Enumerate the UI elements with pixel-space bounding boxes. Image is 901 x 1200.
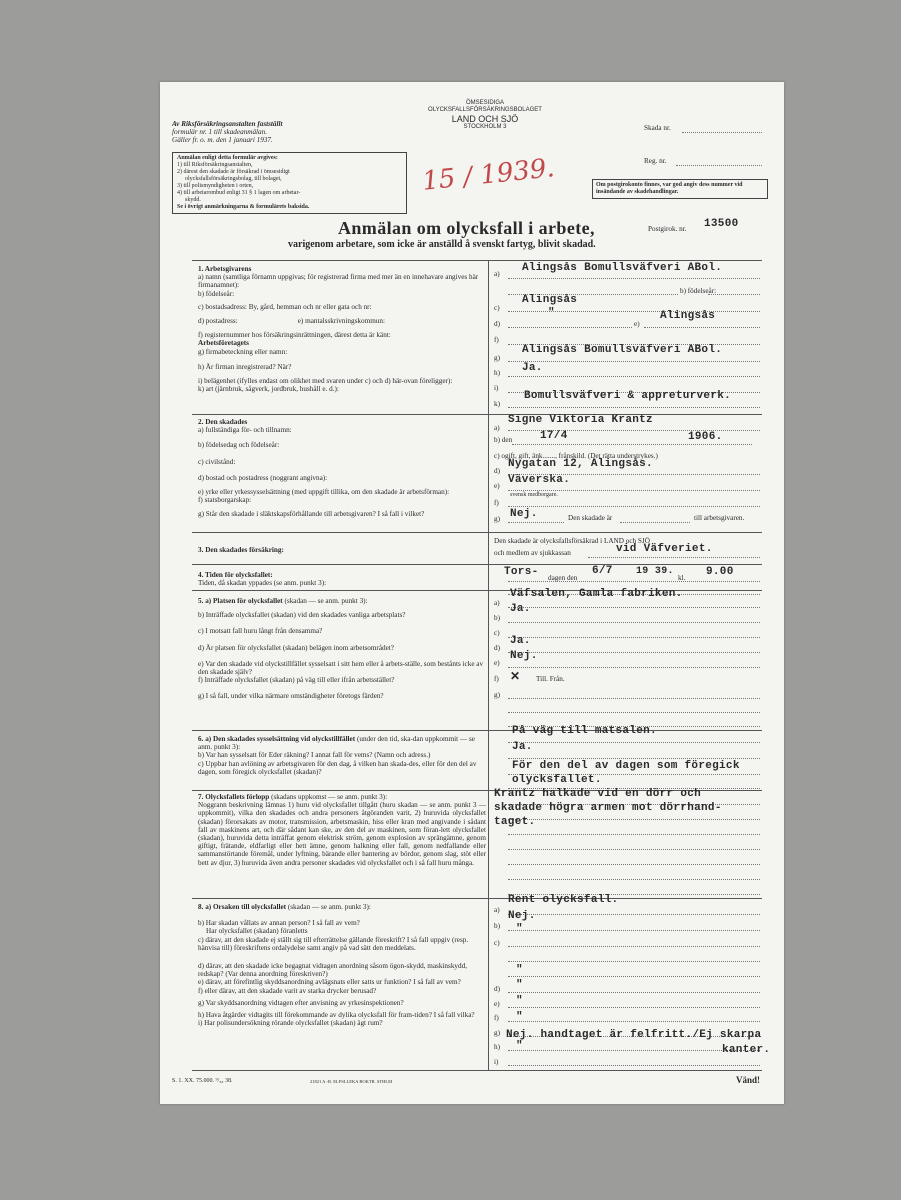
- question-8e: e) därav, att förefintlig skyddsanordning avlägsnats eller satts ur funktion? I så fall av vem?: [198, 978, 461, 987]
- section-heading: 4. Tiden för olycksfallet:: [198, 571, 273, 579]
- answer-1h: Ja.: [522, 362, 543, 374]
- question-6b: b) Var han sysselsatt för Eder räkning? I annat fall för vems? (Namn och adress.): [198, 751, 431, 760]
- question-1k: k) art (järnbruk, sågverk, jordbruk, hushåll e. d.):: [198, 385, 339, 394]
- instruction-line: 2) därest den skadade är försäkrad i ömsesidigt: [177, 169, 290, 175]
- answer-6c-line2: olycksfallet.: [512, 774, 602, 786]
- question-2d: d) bostad och postadress (noggrant angivna):: [198, 473, 328, 482]
- answer-1d: ": [548, 307, 555, 319]
- answer-2a: Signe Viktoria Krantz: [508, 414, 653, 426]
- question-2f: f) statsborgarskap:: [198, 496, 252, 505]
- form-authority-note: [172, 120, 332, 145]
- question-1f: f) registernummer hos försäkringsinrättningen, därest detta är känt:: [198, 331, 391, 340]
- question-5b: b) Inträffade olycksfallet (skadan) vid den skadades vanliga arbetsplats?: [198, 611, 406, 620]
- form-subtitle: varigenom arbetare, som icke är anställd å svenskt fartyg, blivit skadad.: [288, 239, 596, 250]
- civil-status-options: c) ogift, gift, änk......., frånskild. (Det rätta understrykes.): [494, 452, 658, 460]
- question-2e: e) yrke eller yrkessysselsättning (med uppgift tillika, om den skadade är arbetsförman):: [198, 488, 450, 497]
- question-5c: c) I motsatt fall huru långt från densamma?: [198, 627, 323, 636]
- insurer-prefix: ÖMSESIDIGA: [465, 100, 504, 106]
- postgiro-value: 13500: [704, 218, 739, 230]
- question-1i: i) belägenhet (ifylles endast om olikhet med svaren under c) och d) här-ovan föreligger):: [198, 377, 453, 386]
- question-2g: g) Står den skadade i släktskapsförhållande till arbetsgivaren? I så fall i vilket?: [198, 510, 425, 519]
- question-8g: g) Var skyddsanordning vidtagen efter anvisning av yrkesinspektionen?: [198, 998, 404, 1007]
- answer-4-year: 19 39.: [636, 566, 674, 577]
- question-1a: a) namn (samtliga förnamn uppgivas; för registrerad firma med mer än en innehavare angives här firmanamnet):: [198, 273, 479, 290]
- section-4-time: [198, 571, 486, 587]
- section-heading-tail: (skadans uppkomst — se anm. punkt 3):: [271, 793, 388, 801]
- answer-2b-year: 1906.: [688, 431, 723, 443]
- section-heading: 1. Arbetsgivarens: [198, 265, 252, 273]
- section-heading: 8. a) Orsaken till olycksfallet: [198, 903, 287, 911]
- section-heading-tail: (under den tid, ska-dan uppkommit — se anm. punkt 3):: [198, 735, 475, 752]
- insurance-statement: Den skadade är olycksfallsförsäkrad i LAND och SJÖ: [494, 537, 650, 545]
- instruction-line: 1) till Riksförsäkringsanstalten,: [177, 162, 253, 168]
- instruction-line: Anmälan enligt detta formulär avgives:: [177, 155, 278, 161]
- answer-7-line3: taget.: [494, 816, 536, 828]
- sickfund-label: och medlem av sjukkassan: [494, 549, 571, 557]
- section-heading: 5. a) Platsen för olycksfallet: [198, 597, 283, 605]
- relation-suffix: till arbetsgivaren.: [694, 514, 745, 522]
- question-1d: d) postadress:: [198, 317, 238, 326]
- section-5-place: [198, 597, 486, 701]
- question-8d: d) därav, att den skadade icke begagnat vidtagen anordning såsom ögon-skydd, maskinskydd, redskap? (Var denna anordning föreskriven?): [198, 962, 467, 979]
- answer-8b: Nej.: [508, 910, 536, 922]
- question-8h: h) Hava åtgärder vidtagits till förekommande av dylika olycksfall för fram-tiden? I så fall vilka?: [198, 1011, 475, 1020]
- question-1g: g) firmabeteckning eller namn:: [198, 347, 288, 356]
- question-2b: b) födelsedag och födelseår:: [198, 441, 280, 450]
- answer-1g: Alingsås Bomullsväfveri ABol.: [522, 344, 723, 356]
- answer-6a: På väg till matsalen.: [512, 725, 657, 737]
- answer-4-date: 6/7: [592, 565, 613, 577]
- insurer-name: LAND OCH SJÖ: [451, 114, 519, 124]
- section-heading: 6. a) Den skadades sysselsättning vid olyckstillfället: [198, 735, 356, 743]
- day-label: dagen den: [548, 574, 578, 582]
- instruction-line: olycksfallsförsäkringsbolag, till bolaget,: [185, 176, 282, 182]
- answer-8h-line1: Nej. handtaget är felfritt./Ej skarpa: [506, 1029, 762, 1041]
- question-1e: e) mantalsskrivningskommun:: [297, 317, 385, 326]
- answer-5b: Ja.: [510, 603, 531, 615]
- question-5e: e) Var den skadade vid olyckstillfället sysselsatt i sitt hem eller å arbets-ställe, som bestånts icke av den skadade själv?: [198, 659, 484, 677]
- question-8b: b) Har skadan vållats av annan person? I så fall av vem?: [198, 919, 360, 928]
- answer-3: vid Väfveriet.: [616, 543, 713, 555]
- answer-4-day: Tors-: [504, 566, 539, 578]
- answer-1a: Alingsås Bomullsväfveri ABol.: [522, 262, 723, 274]
- question-2a: a) fullständiga för- och tillnamn:: [198, 426, 292, 435]
- question-8f: f) eller därav, att den skadade varit av starka drycker berusad?: [198, 986, 377, 995]
- section-heading: 7. Olycksfallets förlopp: [198, 793, 270, 801]
- answer-6b: Ja.: [512, 741, 533, 753]
- question-2c: c) civilstånd:: [198, 457, 236, 466]
- skada-nr-label: Skada nr.: [644, 124, 671, 132]
- section-8-cause: [198, 903, 486, 1027]
- section-subheading: Arbetsföretagets: [198, 339, 249, 348]
- ditto-8i: ": [516, 1040, 523, 1052]
- answer-1e: Alingsås: [660, 310, 716, 322]
- section-heading: 2. Den skadades: [198, 418, 248, 426]
- section-heading: 3. Den skadades försäkring:: [198, 546, 284, 554]
- handwritten-reference-number: 15 / 1939.: [420, 153, 557, 197]
- authority-line: Av Riksförsäkringsanstalten fastställt: [172, 120, 283, 128]
- ditto-8c: ": [516, 923, 523, 935]
- section-1-employer: [198, 265, 486, 393]
- question-5f: f) Inträffade olycksfallet (skadan) på väg till eller ifrån arbetsstället?: [198, 676, 395, 685]
- answer-5e: Nej.: [510, 650, 538, 662]
- answer-1c: Alingsås: [522, 294, 578, 306]
- birth-date-prefix: b) den: [494, 436, 513, 444]
- section-2-injured: [198, 418, 486, 519]
- section-heading-tail: (skadan — se anm. punkt 3):: [287, 903, 371, 911]
- turn-over-note: Vänd!: [736, 1075, 761, 1085]
- authority-line: formulär nr. 1 till skadeanmälan.: [172, 128, 268, 137]
- answer-4-time: 9.00: [706, 566, 734, 578]
- insurer-type: OLYCKSFALLSFÖRSÄKRINGSBOLAGET: [428, 107, 542, 113]
- question-6c: c) Uppbar han avlöning av arbetsgivaren för den dag, å vilken han skada-des, eller för den del av dagen, som föregick olycksfallet (skadan)?: [198, 759, 477, 776]
- postgiro-label: Postgirok. nr.: [648, 225, 687, 233]
- birth-year-label: b) födelseår:: [680, 287, 717, 295]
- question-7-body: Noggrann beskrivning lämnas 1) huru vid olycksfallet tillgått (huru skadan — se anm. punkt 3 — uppkommit), vilka den skadades och andra personers åtgöranden varit, 2) huruvida olycksfallet (skadan) förorsakats av motor, transmission, arbetsmaskin, hiss eller kran med angivande i sådant fall av maskinens art, och där sådant kan ske, av den del av maskinen, som föran-lett olycksfallet (skadan), huruvida detta inträffat genom elektrisk ström, genom explosion av sprängämne, genom giftigt, frätande, eldfarligt eller hett ämne, genom halkning eller fall, genom nedfallande eller sammanstörtande föremål, under lyftning, bärande eller hantering av bördor, genom slag, stöt eller bett av djur, 3) huruvida även andra personer skadades vid olycksfallet och i så fall huru många.: [198, 801, 486, 867]
- footer-print-code: S. 1. XX. 75.000. ⁹/₃₈ 38.: [172, 1078, 233, 1084]
- postgiro-note-box: Om postgirokonto finnes, var god angiv dess nummer vid insändande av skadehandlingar.: [592, 179, 768, 199]
- question-8c: c) därav, att den skadade ej ställt sig till efterrättelse gällande föreskrift? I så fall uppgiv (resp. hänvisa till) föreskriftens ordalydelse samt angiv på vad sätt den meddelats.: [198, 935, 469, 952]
- question-1c: c) bostadsadress: By, gård, hemman och nr eller gata och nr:: [198, 302, 372, 311]
- question-8b-sub: Har olycksfallet (skadan) föranletts: [206, 927, 308, 936]
- ditto-8d: ": [516, 964, 523, 976]
- answer-7-line2: skadade högra armen mot dörrhand-: [494, 802, 722, 814]
- form-title: Anmälan om olycksfall i arbete,: [338, 218, 595, 238]
- question-5d: d) Är platsen för olycksfallet (skadan) belägen inom arbetsområdet?: [198, 643, 394, 652]
- instruction-line: Se i övrigt anmärkningarna & formulärets baksida.: [177, 204, 310, 210]
- answer-2d: Nygatan 12, Alingsås.: [508, 458, 653, 470]
- section-7-course: [198, 793, 486, 867]
- crossed-out-mark-icon: ✕: [510, 669, 521, 683]
- section-6-occupation: [198, 735, 486, 776]
- instruction-line: skydd.: [185, 197, 201, 203]
- answer-7-line1: Krantz halkade vid en dörr och: [494, 788, 702, 800]
- reg-nr-label: Reg. nr.: [644, 157, 667, 165]
- insurer-header: [400, 100, 570, 131]
- clock-label: kl.: [678, 574, 686, 582]
- relation-prefix: Den skadade är: [568, 514, 613, 522]
- answer-1k: Bomullsväfveri & appreturverk.: [524, 390, 732, 402]
- question-5g: g) I så fall, under vilka närmare omständigheter företogs färden?: [198, 692, 384, 701]
- insurer-city: STOCKHOLM 3: [463, 124, 507, 130]
- section-heading-tail: (skadan — se anm. punkt 3):: [284, 597, 368, 605]
- answer-2g: Nej.: [510, 508, 538, 520]
- answer-5d: Ja.: [510, 635, 531, 647]
- answer-2b-date: 17/4: [540, 430, 568, 442]
- question-1b: b) födelseår:: [198, 289, 235, 298]
- form-sheet: Av Riksförsäkringsanstalten fastställt formulär nr. 1 till skadeanmälan. Gäller fr. o. m. den 1 januari 1937. Anmälan enligt detta formulär avgives: 1) till Riksförsäkringsanstalten, 2) därest den skadade är försäkrad i ömsesidigt olycksfallsförsäkringsbolag, till bolaget, 3) till polismyndigheten i orten, 4) till arbetarombud enligt 31 § 1 lagen om arbetar- skydd. Se i övrigt anmärkningarna & formulärets baksida. ÖMSESIDIGA OLYCKSFALLSFÖRSÄKRINGSBOLAGET LAND OCH SJÖ STOCKHOLM 3 15 / 1939. Skada nr. Reg. nr. Om postgirokonto finnes, var god angiv dess nummer vid insändande av skadehandlingar. Anmälan om olycksfall i arbete, Postgirok. nr. 13500 varigenom arbetare, som icke är anställd å svenskt fartyg, blivit skadad. 1. Arbetsgivarens a) namn (samtliga förnamn uppgivas; för registrerad firma med mer än en innehavare angives här firmanamnet): b) födelseår: c) bostadsadress: By, gård, hemman och nr eller gata och nr: d) postadress: e) mantalsskrivningskommun: f) registernummer hos försäkringsinrättningen, därest detta är känt: Arbetsföretagets g) firmabeteckning eller namn: h) Är firman inregistrerad? När? i) belägenhet (ifylles endast om olikhet med svaren under c) och d) här-ovan föreligger): k) art (järnbruk, sågverk, jordbruk, hushåll e. d.): a) c) d) e) f) g) h) i) k) b) födelseår: Alingsås Bomullsväfveri ABol. Alingsås " Alingsås Alingsås Bomullsväfveri ABol. Ja. Bomullsväfveri & appreturverk. 2. Den skadades a) fullständiga för- och tillnamn: b) födelsedag och födelseår: c) civilstånd: d) bostad och postadress (noggrant angivna): e) yrke eller yrkessysselsättning (med uppgift tillika, om den skadade är arbetsförman): f) statsborgarskap: g) Står den skadade i släktskapsförhållande till arbetsgivaren? I så fall i vilket? a) d) e) f) g) b) den 17/4 1906. c) ogift, gift, änk......., frånskild. (Det rätta understrykes.) Signe Viktoria Krantz Nygatan 12, Alingsås. Väverska. svensk medborgare. Nej. Den skadade är till arbetsgivaren. 3. Den skadades försäkring: Den skadade är olycksfallsförsäkrad i LAND och SJÖ och medlem av sjukkassan vid Väfveriet. 4. Tiden för olycksfallet: Tiden, då skadan yppades (se anm. punkt 3): Tors- dagen den 6/7 19 39. kl. 9.00 5. a) Platsen för olycksfallet (skadan — se anm. punkt 3): b) Inträffade olycksfallet (skadan) vid den skadades vanliga arbetsplats? c) I motsatt fall huru långt från densamma? d) Är platsen för olycksfallet (skadan) belägen inom arbetsområdet? e) Var den skadade vid olyckstillfället sysselsatt i sitt hem eller å arbets-ställe, som bestånts icke av den skadade själv? f) Inträffade olycksfallet (skadan) på väg till eller ifrån arbetsstället? g) I så fall, under vilka närmare omständigheter företogs färden? a) b) c) d) e) f) g) Väfsalen, Gamla fabriken. Ja. Ja. Nej. ✕ Till. Från. 6. a) Den skadades sysselsättning vid olyckstillfället (under den tid, ska-dan uppkommit — se anm. punkt 3): b) Var han sysselsatt för Eder räkning? I annat fall för vems? (Namn och adress.) c) Uppbar han avlöning av arbetsgivaren för den dag, å vilken han skada-des, eller för den del av dagen, som föregick olycksfallet (skadan)? På väg till matsalen. Ja. För den del av dagen som föregick olycksfallet. 7. Olycksfallets förlopp (skadans uppkomst — se anm. punkt 3): Noggrann beskrivning lämnas 1) huru vid olycksfallet tillgått (huru skadan — se anm. punkt 3 — uppkommit), vilka den skadades och andra personers åtgöranden varit, 2) huruvida olycksfallet (skadan) förorsakats av motor, transmission, arbetsmaskin, hiss eller kran med angivande i sådant fall av maskinens art, och där sådant kan ske, av den del av maskinen, som föran-lett olycksfallet (skadan), huruvida detta inträffat genom elektrisk ström, genom explosion av sprängämne, genom giftigt, frätande, eldfarligt eller hett ämne, genom halkning eller fall, genom nedfallande eller sammanstörtande föremål, under lyftning, bärande eller hantering av bördor, genom slag, stöt eller bett av djur, 3) huruvida även andra personer skadades vid olycksfallet och i så fall huru många. Krantz halkade vid en dörr och skadade högra armen mot dörrhand- taget. 8. a) Orsaken till olycksfallet (skadan — se anm. punkt 3): b) Har skadan vållats av annan person? I så fall av vem? Har olycksfallet (skadan) föranletts c) därav, att den skadade ej ställt sig till efterrättelse gällande föreskrift? I så fall uppgiv (resp. hänvisa till) föreskriftens ordalydelse samt angiv på vad sätt den meddelats. d) därav, att den skadade icke begagnat vidtagen anordning såsom ögon-skydd, maskinskydd, redskap? (Var denna anordning föreskriven?) e) därav, att förefintlig skyddsanordning avlägsnats eller satts ur funktion? I så fall av vem? f) eller därav, att den skadade varit av starka drycker berusad? g) Var skyddsanordning vidtagen efter anvisning av yrkesinspektionen? h) Hava åtgärder vidtagits till förekommande av dylika olycksfall för fram-tiden? I så fall vilka? i) Har polisundersökning rörande olycksfallet (skadan) ägt rum? a) b) c) d) e) f) g) h) i) Rent olycksfall. Nej. " " " " " Nej. handtaget är felfritt./Ej skarpa " kanter. S. 1. XX. 75.000. ⁹/₃₈ 38. 21821 A.-B. ELFSLLEKA BOKTR. STHLM Vänd!: [160, 82, 784, 1104]
- answer-8a: Rent olycksfall.: [508, 894, 619, 906]
- answer-8h-line2: kanter.: [722, 1044, 771, 1056]
- instruction-line: 3) till polismyndigheten i orten,: [177, 183, 254, 189]
- ditto-8f: ": [516, 995, 523, 1007]
- ditto-8e: ": [516, 979, 523, 991]
- answer-2f: svensk medborgare.: [510, 492, 558, 498]
- submission-instructions-box: [172, 152, 407, 214]
- authority-line: Gäller fr. o. m. den 1 januari 1937.: [172, 136, 273, 145]
- answer-6c-line1: För den del av dagen som föregick: [512, 760, 740, 772]
- answer-2e: Väverska.: [508, 474, 571, 486]
- answer-5a: Väfsalen, Gamla fabriken.: [510, 588, 683, 600]
- footer-printer: 21821 A.-B. ELFSLLEKA BOKTR. STHLM: [310, 1079, 393, 1084]
- answer-5f: Till. Från.: [536, 675, 565, 683]
- instruction-line: 4) till arbetarombud enligt 31 § 1 lagen om arbetar-: [177, 190, 301, 196]
- question-1h: h) Är firman inregistrerad? När?: [198, 362, 292, 371]
- ditto-8g: ": [516, 1011, 523, 1023]
- question-4-sub: Tiden, då skadan yppades (se anm. punkt 3):: [198, 579, 327, 588]
- question-8i: i) Har polisundersökning rörande olycksfallet (skadan) ägt rum?: [198, 1019, 383, 1028]
- section-3-insurance: [198, 546, 486, 554]
